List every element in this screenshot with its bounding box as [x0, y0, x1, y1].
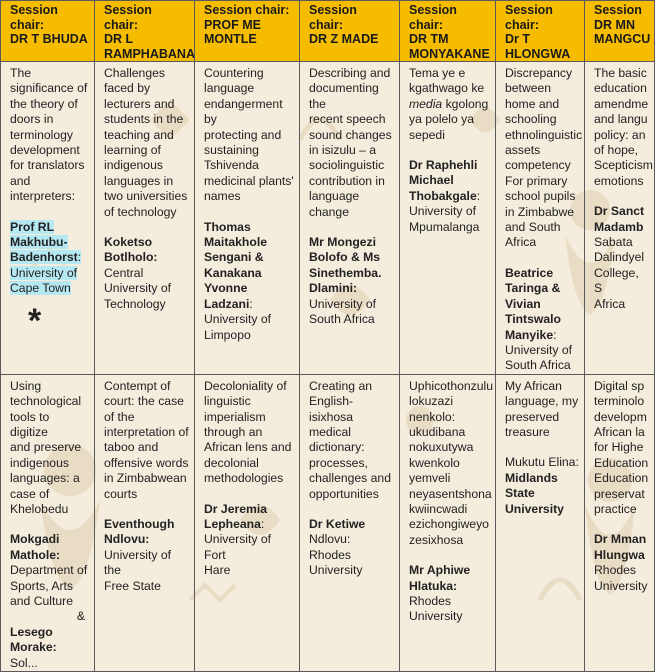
author-affiliation: : University of Mpumalanga	[409, 188, 481, 234]
author-affiliation: University of South Africa	[309, 296, 377, 327]
paper-cell	[1, 374, 95, 671]
paper-cell	[585, 62, 655, 375]
chair-name: DR L RAMPHABANA	[104, 32, 195, 61]
chair-name: DR T BHUDA	[10, 32, 88, 46]
author-name: Beatrice Taringa & Vivian Tintswalo Manyike	[505, 265, 561, 342]
paper-cell	[496, 62, 585, 375]
session-chair-header: Session chair: DR L RAMPHABANA	[95, 1, 195, 62]
session-chair-header: Session chair: PROF ME MONTLE	[195, 1, 300, 62]
author-name: Mokgadi Mathole:	[10, 532, 61, 562]
chair-name: DR MN MANGCU	[594, 17, 651, 46]
paper-title: The significance of the theory of doors in terminology development for translators and interpreters:	[10, 66, 88, 204]
paper-title: Countering language endangerment by protecting and sustaining Tshivenda medicinal plants' names	[204, 66, 294, 204]
author-affiliation: Ndlovu: Rhodes University	[309, 532, 363, 578]
author-affiliation: : University of Cape Town	[10, 250, 82, 296]
header-row	[1, 1, 655, 62]
author-name: Eventhough Ndlovu:	[104, 516, 175, 547]
paper-cell	[300, 374, 400, 671]
author-affiliation: Central University of Technology	[104, 265, 172, 311]
author-affiliation: Sabata Dalindyel College, S Africa	[594, 235, 645, 311]
paper-title: Digital sp terminolo developm African la for Highe Education Education preservat practice	[594, 378, 649, 516]
paper-cell	[95, 374, 195, 671]
paper-title: The basic education amendme and langu policy: an of hope, Scepticism emotions	[594, 66, 653, 188]
paper-title: Contempt of court: the case of the interpretation of taboo and offensive words in Zimbabwean courts	[104, 378, 189, 501]
session-chair-header: Session chair: Dr T HLONGWA	[496, 1, 585, 62]
session-chair-header: Session chair: DR Z MADE	[300, 1, 400, 62]
paper-cell	[400, 374, 496, 671]
author-name: Dr Jeremia Lepheana	[204, 501, 268, 531]
author-affiliation: Sol...	[10, 655, 38, 670]
paper-title: Describing and documenting the recent speech sound changes in isizulu – a sociolinguistic contribution in language change	[309, 66, 392, 219]
paper-cell	[496, 374, 585, 671]
paper-title: Tema ye e kgathwago ke media kgolong ya polelo ya sepedi	[409, 66, 489, 142]
chair-name: Dr T HLONGWA	[505, 32, 571, 61]
paper-title: Creating an English-isixhosa medical dictionary: processes, challenges and opportunities	[309, 378, 391, 501]
asterisk-mark: *	[28, 301, 42, 340]
author-name: Mr Mongezi Bolofo & Ms Sinethemba. Dlamini:	[309, 235, 382, 296]
author-name: Thomas Maitakhole Sengani & Kanakana Yvonne Ladzani	[204, 219, 267, 311]
paper-title: Challenges faced by lecturers and students in the teaching and learning of indigenous languages in two universities of technology	[104, 66, 188, 219]
author-name: Prof RL Makhubu- Badenhorst	[10, 219, 78, 265]
author-name: Koketso Botlholo:	[104, 235, 158, 265]
author-affiliation: Department of Sports, Arts and Culture	[10, 563, 88, 608]
session-chair-header: Session chair: DR TM MONYAKANE	[400, 1, 496, 62]
chair-name: DR Z MADE	[309, 32, 379, 46]
author-affiliation: : University of South Africa	[505, 327, 573, 373]
paper-cell	[400, 62, 496, 375]
paper-cell	[1, 62, 95, 375]
author-name: Dr Raphehli Michael Thobakgale	[409, 158, 478, 203]
author-affiliation: University of the Free State	[104, 547, 172, 593]
ampersand: &	[76, 609, 85, 624]
author-affiliation: Rhodes University	[409, 594, 463, 624]
author-affiliation: Rhodes University	[594, 563, 648, 593]
chair-name: PROF ME MONTLE	[204, 17, 261, 46]
author-affiliation: Midlands State University	[505, 470, 564, 516]
author-name-plain: Mukutu Elina:	[505, 455, 579, 470]
author-affiliation: : University of Limpopo	[204, 296, 272, 342]
paper-cell	[195, 62, 300, 375]
paper-title: Discrepancy between home and schooling ethnolinguistic assets competency For primary school pupils in Zimbabwe and South Africa	[505, 66, 583, 250]
session-chair-header: Session DR MN MANGCU	[585, 1, 655, 62]
paper-cell	[300, 62, 400, 375]
paper-title: Uphicothonzulu lokuzazi nenkolo: ukudibana nokuxutywa kwenkolo yemveli neyasentshona kwiincwadi ezichongiweyo zesixhosa	[409, 378, 494, 547]
author-name: Dr Ketiwe	[309, 516, 366, 531]
paper-title: My African language, my preserved treasure	[505, 378, 579, 439]
paper-title: Decoloniality of linguistic imperialism through an African lens and decolonial methodologies	[204, 378, 292, 486]
author-name: Mr Aphiwe Hlatuka:	[409, 563, 471, 593]
paper-title: Using technological tools to digitize and preserve indigenous languages: a case of Khelobedu	[10, 378, 82, 516]
session-row	[1, 374, 655, 671]
chair-name: DR TM MONYAKANE	[409, 32, 490, 61]
author-affiliation: : University of Fort Hare	[204, 516, 272, 578]
paper-cell	[195, 374, 300, 671]
author-name: Dr Mman Hlungwa	[594, 532, 647, 562]
session-row	[1, 62, 655, 375]
author-name: Lesego Morake:	[10, 624, 57, 655]
paper-cell	[585, 374, 655, 671]
author-name: Dr Sanct Madamb	[594, 204, 645, 234]
session-chair-header: Session chair: DR T BHUDA	[1, 1, 95, 62]
paper-cell	[95, 62, 195, 375]
